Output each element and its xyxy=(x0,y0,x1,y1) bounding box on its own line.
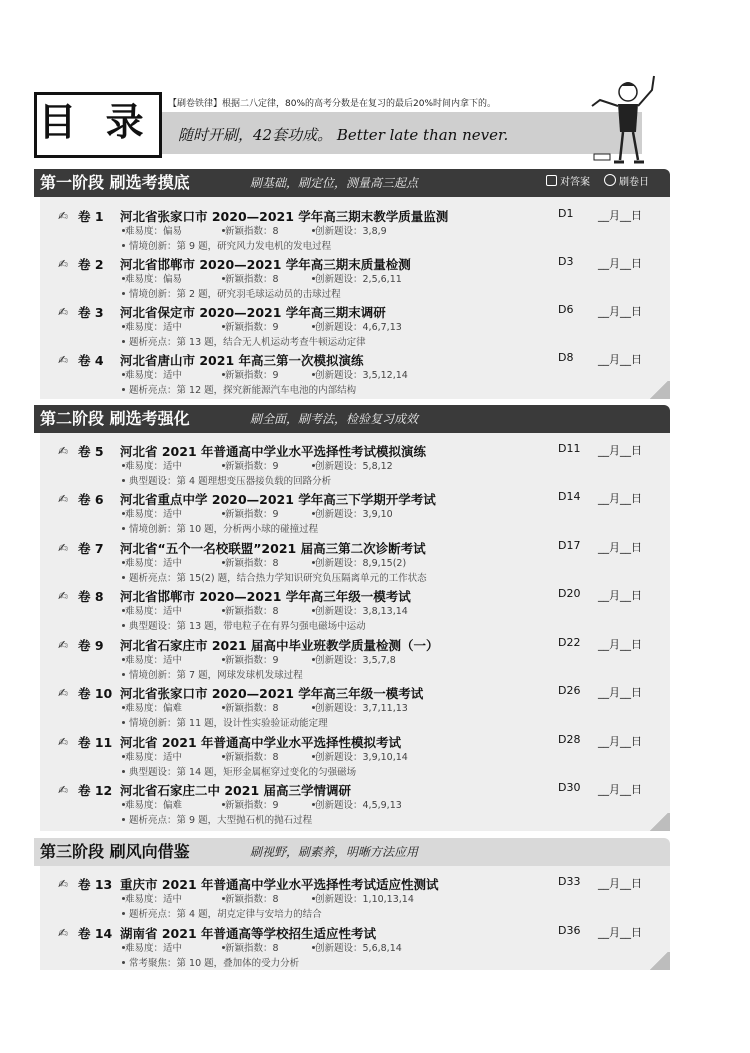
practice-date-field[interactable]: __月__日 xyxy=(598,638,642,651)
difficulty: 难易度：偏难 xyxy=(122,797,182,811)
answer-page[interactable]: D36 xyxy=(558,924,581,937)
toc-entry[interactable] xyxy=(58,303,658,351)
novelty-index: 新颖指数：9 xyxy=(222,797,279,811)
toc-entry[interactable] xyxy=(58,539,658,587)
entry-title[interactable]: 河北省“五个一名校联盟”2021 届高三第二次诊断考试 xyxy=(120,541,426,556)
toc-entry[interactable] xyxy=(58,733,658,781)
entry-number: 卷 7 xyxy=(78,541,104,556)
difficulty: 难易度：适中 xyxy=(122,749,182,763)
cheering-person-illustration xyxy=(588,70,668,170)
novelty-index: 新颖指数：8 xyxy=(222,749,279,763)
difficulty: 难易度：适中 xyxy=(122,367,182,381)
entry-title[interactable]: 河北省石家庄市 2021 届高中毕业班教学质量检测（一） xyxy=(120,638,439,653)
novelty-index: 新颖指数：8 xyxy=(222,700,279,714)
page-title: 目 录 xyxy=(38,100,152,144)
innovative-questions: 创新题设：3,5,12,14 xyxy=(312,367,408,381)
entry-title[interactable]: 河北省保定市 2020—2021 学年高三期末调研 xyxy=(120,305,386,320)
entry-title[interactable]: 重庆市 2021 年普通高中学业水平选择性考试适应性测试 xyxy=(120,877,439,892)
novelty-index: 新颖指数：9 xyxy=(222,319,279,333)
stage-3-subtitle: 刷视野，刷素养，明晰方法应用 xyxy=(250,845,419,859)
difficulty: 难易度：适中 xyxy=(122,555,182,569)
toc-entry[interactable] xyxy=(58,255,658,303)
entry-number: 卷 4 xyxy=(78,353,104,368)
entry-title[interactable]: 河北省邯郸市 2020—2021 学年高三期末质量检测 xyxy=(120,257,411,272)
entry-highlight: 题析亮点：第 9 题，大型抛石机的抛石过程 xyxy=(122,812,312,826)
innovative-questions: 创新题设：3,7,11,13 xyxy=(312,700,408,714)
difficulty: 难易度：偏易 xyxy=(122,271,182,285)
novelty-index: 新颖指数：9 xyxy=(222,506,279,520)
entry-number: 卷 6 xyxy=(78,492,104,507)
innovative-questions: 创新题设：2,5,6,11 xyxy=(312,271,402,285)
answer-page[interactable]: D20 xyxy=(558,587,581,600)
answer-page[interactable]: D30 xyxy=(558,781,581,794)
answer-page[interactable]: D3 xyxy=(558,255,574,268)
entry-highlight: 情境创新：第 9 题，研究风力发电机的发电过程 xyxy=(122,238,331,252)
entry-number: 卷 10 xyxy=(78,686,113,701)
novelty-index: 新颖指数：8 xyxy=(222,891,279,905)
toc-entry[interactable] xyxy=(58,587,658,635)
answer-page[interactable]: D17 xyxy=(558,539,581,552)
pen-icon: ✍ xyxy=(58,589,69,603)
entry-number: 卷 13 xyxy=(78,877,113,892)
entry-highlight: 典型题设：第 4 题理想变压器接负载的回路分析 xyxy=(122,473,331,487)
innovative-questions: 创新题设：5,6,8,14 xyxy=(312,940,402,954)
pen-icon: ✍ xyxy=(58,305,69,319)
innovative-questions: 创新题设：5,8,12 xyxy=(312,458,393,472)
practice-date-field[interactable]: __月__日 xyxy=(598,209,642,222)
practice-date-field[interactable]: __月__日 xyxy=(598,353,642,366)
practice-date-field[interactable]: __月__日 xyxy=(598,257,642,270)
pen-icon: ✍ xyxy=(58,353,69,367)
entry-title[interactable]: 河北省张家口市 2020—2021 学年高三期末教学质量监测 xyxy=(120,209,449,224)
innovative-questions: 创新题设：3,5,7,8 xyxy=(312,652,396,666)
stage-2-title: 第二阶段 刷选考强化 xyxy=(40,409,190,428)
novelty-index: 新颖指数：9 xyxy=(222,367,279,381)
novelty-index: 新颖指数：9 xyxy=(222,652,279,666)
entry-highlight: 题析亮点：第 12 题，探究新能源汽车电池的内部结构 xyxy=(122,382,356,396)
entry-title[interactable]: 河北省 2021 年普通高中学业水平选择性模拟考试 xyxy=(120,735,401,750)
pen-icon: ✍ xyxy=(58,541,69,555)
innovative-questions: 创新题设：4,6,7,13 xyxy=(312,319,402,333)
difficulty: 难易度：适中 xyxy=(122,940,182,954)
toc-entry[interactable] xyxy=(58,207,658,255)
slogan: 随时开刷，42套功成。 Better late than never. xyxy=(178,126,509,144)
entry-highlight: 题析亮点：第 13 题，结合无人机运动考查牛顿运动定律 xyxy=(122,334,366,348)
entry-highlight: 情境创新：第 11 题，设计性实验验证动能定理 xyxy=(122,715,328,729)
entry-title[interactable]: 河北省重点中学 2020—2021 学年高三下学期开学考试 xyxy=(120,492,436,507)
pen-icon: ✍ xyxy=(58,735,69,749)
date-column-header: 刷卷日 xyxy=(604,169,649,197)
toc-entry[interactable] xyxy=(58,684,658,732)
difficulty: 难易度：适中 xyxy=(122,506,182,520)
entry-number: 卷 1 xyxy=(78,209,104,224)
entry-highlight: 情境创新：第 7 题，网球发球机发球过程 xyxy=(122,667,303,681)
practice-date-field[interactable]: __月__日 xyxy=(598,444,642,457)
practice-date-field[interactable]: __月__日 xyxy=(598,589,642,602)
pen-icon: ✍ xyxy=(58,926,69,940)
entry-highlight: 常考聚焦：第 10 题，叠加体的受力分析 xyxy=(122,955,299,969)
difficulty: 难易度：适中 xyxy=(122,603,182,617)
answer-page[interactable]: D8 xyxy=(558,351,574,364)
pen-icon: ✍ xyxy=(58,209,69,223)
practice-date-field[interactable]: __月__日 xyxy=(598,305,642,318)
entry-number: 卷 14 xyxy=(78,926,113,941)
pen-icon: ✍ xyxy=(58,877,69,891)
novelty-index: 新颖指数：9 xyxy=(222,458,279,472)
stage-3-title: 第三阶段 刷风向借鉴 xyxy=(40,842,190,861)
difficulty: 难易度：适中 xyxy=(122,652,182,666)
pen-icon: ✍ xyxy=(58,783,69,797)
difficulty: 难易度：适中 xyxy=(122,458,182,472)
answer-page[interactable]: D14 xyxy=(558,490,581,503)
practice-date-field[interactable]: __月__日 xyxy=(598,492,642,505)
entry-number: 卷 11 xyxy=(78,735,113,750)
stage-1-subtitle: 刷基础，刷定位，测量高三起点 xyxy=(250,176,419,190)
entry-title[interactable]: 河北省张家口市 2020—2021 学年高三年级一模考试 xyxy=(120,686,424,701)
entry-number: 卷 5 xyxy=(78,444,104,459)
entry-number: 卷 8 xyxy=(78,589,104,604)
answer-column-header: 对答案 xyxy=(546,169,590,197)
novelty-index: 新颖指数：8 xyxy=(222,940,279,954)
practice-date-field[interactable]: __月__日 xyxy=(598,783,642,796)
practice-date-field[interactable]: __月__日 xyxy=(598,541,642,554)
entry-highlight: 典型题设：第 13 题，带电粒子在有界匀强电磁场中运动 xyxy=(122,618,366,632)
entry-title[interactable]: 河北省邯郸市 2020—2021 学年高三年级一模考试 xyxy=(120,589,411,604)
entry-highlight: 题析亮点：第 4 题，胡克定律与安培力的结合 xyxy=(122,906,322,920)
novelty-index: 新颖指数：8 xyxy=(222,603,279,617)
pen-icon: ✍ xyxy=(58,638,69,652)
answer-page[interactable]: D6 xyxy=(558,303,574,316)
difficulty: 难易度：偏易 xyxy=(122,223,182,237)
entry-highlight: 典型题设：第 14 题，矩形金属框穿过变化的匀强磁场 xyxy=(122,764,356,778)
entry-number: 卷 12 xyxy=(78,783,113,798)
entry-title[interactable]: 河北省唐山市 2021 年高三第一次模拟演练 xyxy=(120,353,364,368)
toc-entry[interactable] xyxy=(58,636,658,684)
toc-entry[interactable] xyxy=(58,781,658,829)
practice-date-field[interactable]: __月__日 xyxy=(598,686,642,699)
novelty-index: 新颖指数：8 xyxy=(222,555,279,569)
pen-icon: ✍ xyxy=(58,444,69,458)
innovative-questions: 创新题设：4,5,9,13 xyxy=(312,797,402,811)
practice-date-field[interactable]: __月__日 xyxy=(598,735,642,748)
innovative-questions: 创新题设：3,8,9 xyxy=(312,223,387,237)
entry-highlight: 题析亮点：第 15(2) 题，结合热力学知识研究负压隔离单元的工作状态 xyxy=(122,570,427,584)
answer-page[interactable]: D26 xyxy=(558,684,581,697)
entry-number: 卷 3 xyxy=(78,305,104,320)
pen-icon: ✍ xyxy=(58,492,69,506)
answer-page[interactable]: D11 xyxy=(558,442,581,455)
difficulty: 难易度：偏难 xyxy=(122,700,182,714)
novelty-index: 新颖指数：8 xyxy=(222,223,279,237)
clock-icon xyxy=(604,174,616,186)
toc-entry[interactable] xyxy=(58,875,658,923)
innovative-questions: 创新题设：3,9,10,14 xyxy=(312,749,408,763)
innovative-questions: 创新题设：3,9,10 xyxy=(312,506,393,520)
difficulty: 难易度：适中 xyxy=(122,319,182,333)
innovative-questions: 创新题设：8,9,15(2) xyxy=(312,555,406,569)
innovative-questions: 创新题设：1,10,13,14 xyxy=(312,891,414,905)
difficulty: 难易度：适中 xyxy=(122,891,182,905)
entry-title[interactable]: 河北省石家庄二中 2021 届高三学情调研 xyxy=(120,783,351,798)
innovative-questions: 创新题设：3,8,13,14 xyxy=(312,603,408,617)
entry-number: 卷 2 xyxy=(78,257,104,272)
answer-page[interactable]: D28 xyxy=(558,733,581,746)
answer-page[interactable]: D22 xyxy=(558,636,581,649)
answer-page[interactable]: D33 xyxy=(558,875,581,888)
stage-1-title: 第一阶段 刷选考摸底 xyxy=(40,173,190,192)
stage-2-subtitle: 刷全面，刷考法，检验复习成效 xyxy=(250,412,419,426)
novelty-index: 新颖指数：8 xyxy=(222,271,279,285)
toc-entry[interactable] xyxy=(58,351,658,399)
entry-highlight: 情境创新：第 10 题，分析两小球的碰撞过程 xyxy=(122,521,318,535)
entry-number: 卷 9 xyxy=(78,638,104,653)
entry-title[interactable]: 湖南省 2021 年普通高等学校招生适应性考试 xyxy=(120,926,376,941)
toc-entry[interactable] xyxy=(58,490,658,538)
entry-title[interactable]: 河北省 2021 年普通高中学业水平选择性考试模拟演练 xyxy=(120,444,426,459)
checkbox-icon xyxy=(546,175,557,186)
toc-entry[interactable] xyxy=(58,442,658,490)
entry-highlight: 情境创新：第 2 题，研究羽毛球运动员的击球过程 xyxy=(122,286,341,300)
practice-date-field[interactable]: __月__日 xyxy=(598,926,642,939)
practice-date-field[interactable]: __月__日 xyxy=(598,877,642,890)
answer-page[interactable]: D1 xyxy=(558,207,574,220)
toc-entry[interactable] xyxy=(58,924,658,972)
rule-text: 【刷卷铁律】根据二八定律，80%的高考分数是在复习的最后20%时间内拿下的。 xyxy=(168,99,497,109)
pen-icon: ✍ xyxy=(58,257,69,271)
pen-icon: ✍ xyxy=(58,686,69,700)
